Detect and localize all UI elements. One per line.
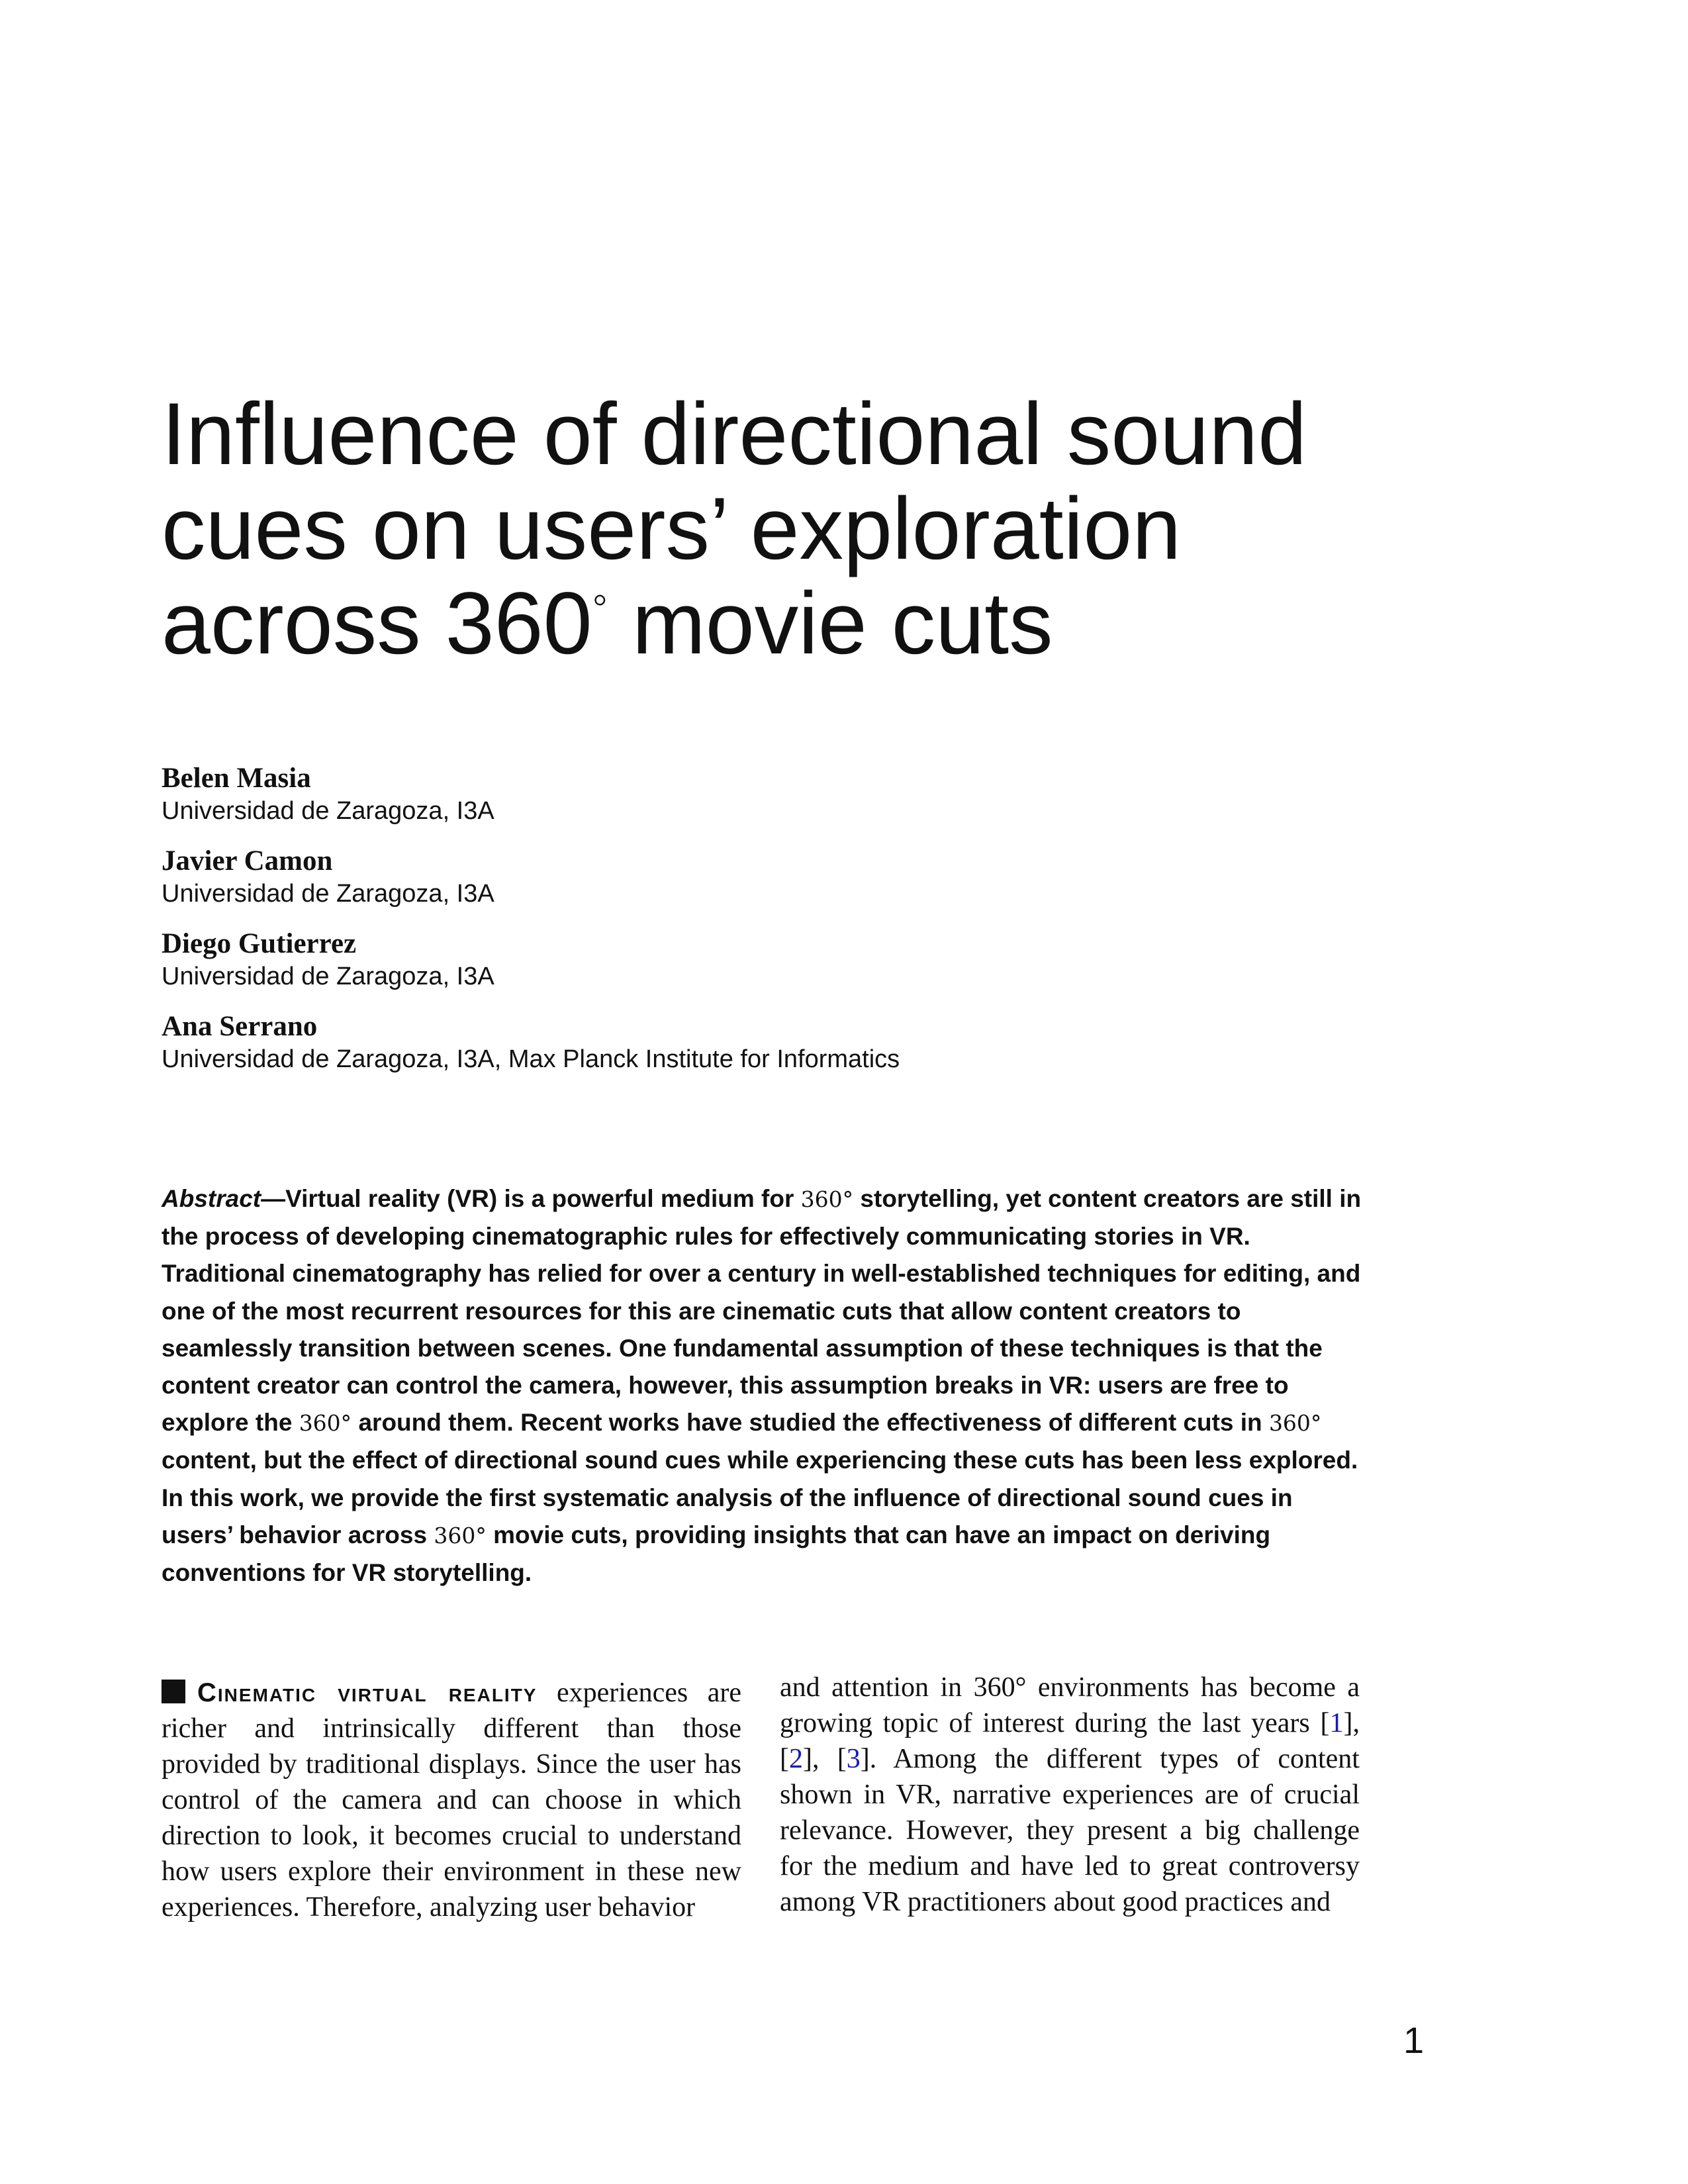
author-affiliation: Universidad de Zaragoza, I3A bbox=[162, 880, 494, 908]
citation-link[interactable]: 2 bbox=[789, 1744, 803, 1774]
author-name: Diego Gutierrez bbox=[162, 928, 357, 959]
abstract-text: —Virtual reality (VR) is a powerful medium for bbox=[261, 1185, 801, 1212]
author-affiliation: Universidad de Zaragoza, I3A, Max Planck Institute for Informatics bbox=[162, 1045, 900, 1073]
abstract-text: content, but the effect of directional sound cues while experiencing these cuts has been less explored. In this work, we provide the first systematic analysis of the influence of directional sound cues in users’ behavior across bbox=[162, 1447, 1358, 1548]
author-affiliation: Universidad de Zaragoza, I3A bbox=[162, 963, 494, 990]
abstract-label: Abstract bbox=[162, 1185, 261, 1212]
author-entry bbox=[162, 1010, 1485, 1092]
body-text: and attention in 360° environments has become a growing topic of interest during the last years [ bbox=[780, 1672, 1360, 1738]
page-number: 1 bbox=[1403, 2019, 1425, 2061]
body-text: ]. Among the different types of content shown in VR, narrative experiences are of crucial relevance. However, they present a big challenge for the medium and have led to great controversy among VR practitioners about good practices and bbox=[780, 1744, 1360, 1917]
body-text: ], [ bbox=[803, 1744, 847, 1774]
abstract-text: movie cuts, providing insights that can have an impact on deriving conventions for VR storytelling. bbox=[162, 1521, 1271, 1587]
author-entry bbox=[162, 761, 1485, 844]
citation-link[interactable]: 3 bbox=[846, 1744, 861, 1774]
body-column-left bbox=[162, 1675, 741, 1925]
author-name: Ana Serrano bbox=[162, 1011, 318, 1042]
body-column-right bbox=[780, 1670, 1360, 1920]
abstract-degree: 360° bbox=[299, 1410, 352, 1437]
citation-link[interactable]: 1 bbox=[1329, 1708, 1344, 1738]
title-line-1: Influence of directional sound bbox=[162, 385, 1307, 483]
author-name: Belen Masia bbox=[162, 763, 311, 794]
body-text: ], [ bbox=[780, 1708, 1360, 1774]
title-line-2: cues on users’ exploration bbox=[162, 480, 1182, 578]
title-line-3-end: movie cuts bbox=[608, 575, 1053, 673]
author-name: Javier Camon bbox=[162, 845, 333, 877]
lead-small-caps: Cinematic virtual reality bbox=[197, 1678, 538, 1707]
abstract bbox=[162, 1180, 1366, 1591]
paper-title bbox=[162, 387, 1485, 686]
abstract-text: storytelling, yet content creators are still in the process of developing cinematographic rules for effectively communicating stories in VR. Traditional cinematography has relied for over a century in well-established techniques for editing, and one of the most recurrent resources for this are cinematic cuts that allow content creators to seamlessly transition between scenes. One fundamental assumption of these techniques is that the content creator can control the camera, however, this assumption breaks in VR: users are free to explore the bbox=[162, 1185, 1362, 1437]
title-degree-symbol: ◦ bbox=[592, 574, 608, 623]
body-text: experiences are richer and intrinsically different than those provided by traditional displays. Since the user has control of the camera and can choose in which direction to look, it becomes crucial to understand how users explore their environment in these new experiences. Therefore, analyzing user behavior bbox=[162, 1678, 742, 1923]
abstract-text: around them. Recent works have studied the effectiveness of different cuts in bbox=[352, 1409, 1269, 1437]
abstract-degree: 360° bbox=[800, 1186, 854, 1212]
title-line-3-start: across 360 bbox=[162, 575, 592, 673]
author-entry bbox=[162, 844, 1485, 927]
author-list bbox=[162, 761, 1485, 1092]
abstract-degree: 360° bbox=[1268, 1410, 1322, 1437]
author-entry bbox=[162, 927, 1485, 1010]
abstract-degree: 360° bbox=[434, 1522, 487, 1548]
author-affiliation: Universidad de Zaragoza, I3A bbox=[162, 797, 494, 825]
section-square-icon bbox=[162, 1680, 185, 1703]
